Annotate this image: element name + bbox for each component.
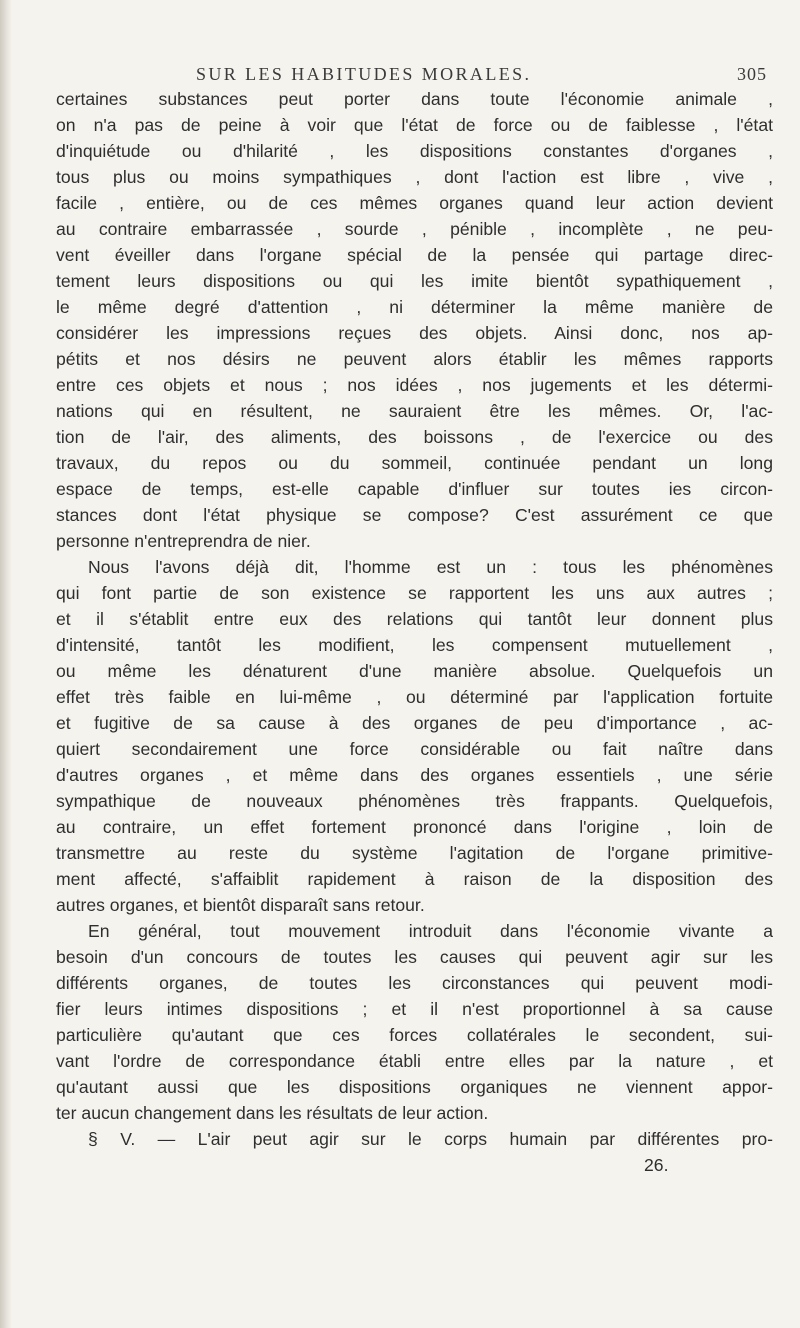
text-line: facile , entière, ou de ces mêmes organes quand leur action devient bbox=[56, 193, 773, 213]
text-line: d'intensité, tantôt les modifient, les compensent mutuellement , bbox=[56, 635, 773, 655]
text-line: sympathique de nouveaux phénomènes très frappants. Quelquefois, bbox=[56, 791, 773, 811]
text-line: considérer les impressions reçues des objets. Ainsi donc, nos ap- bbox=[56, 323, 773, 343]
paragraph-first-line: En général, tout mouvement introduit dans l'économie vivante a bbox=[88, 921, 773, 941]
body-text bbox=[56, 86, 773, 1178]
text-line: quiert secondairement une force considérable ou fait naître dans bbox=[56, 739, 773, 759]
text-line: pétits et nos désirs ne peuvent alors établir les mêmes rapports bbox=[56, 349, 773, 369]
text-line: besoin d'un concours de toutes les causes qui peuvent agir sur les bbox=[56, 947, 773, 967]
paragraph-first-line: Nous l'avons déjà dit, l'homme est un : tous les phénomènes bbox=[88, 557, 773, 577]
text-line: et il s'établit entre eux des relations qui tantôt leur donnent plus bbox=[56, 609, 773, 629]
text-line: au contraire, un effet fortement prononcé dans l'origine , loin de bbox=[56, 817, 773, 837]
text-line: le même degré d'attention , ni déterminer la même manière de bbox=[56, 297, 773, 317]
text-line: d'autres organes , et même dans des organes essentiels , une série bbox=[56, 765, 773, 785]
text-line: tement leurs dispositions ou qui les imite bientôt sypathiquement , bbox=[56, 271, 773, 291]
section-heading-line: § V. — L'air peut agir sur le corps humain par différentes pro- bbox=[88, 1129, 773, 1149]
text-line: vent éveiller dans l'organe spécial de la pensée qui partage direc- bbox=[56, 245, 773, 265]
text-line: on n'a pas de peine à voir que l'état de force ou de faiblesse , l'état bbox=[56, 115, 773, 135]
text-line: au contraire embarrassée , sourde , pénible , incomplète , ne peu- bbox=[56, 219, 773, 239]
text-line: ment affecté, s'affaiblit rapidement à raison de la disposition des bbox=[56, 869, 773, 889]
paragraph-last-line: autres organes, et bientôt disparaît sans retour. bbox=[56, 895, 425, 915]
text-line: ou même les dénaturent d'une manière absolue. Quelquefois un bbox=[56, 661, 773, 681]
text-line: espace de temps, est-elle capable d'influer sur toutes ies circon- bbox=[56, 479, 773, 499]
text-line: différents organes, de toutes les circonstances qui peuvent modi- bbox=[56, 973, 773, 993]
text-line: stances dont l'état physique se compose? C'est assurément ce que bbox=[56, 505, 773, 525]
text-line: qu'autant aussi que les dispositions organiques ne viennent appor- bbox=[56, 1077, 773, 1097]
text-line: et fugitive de sa cause à des organes de peu d'importance , ac- bbox=[56, 713, 773, 733]
signature-mark: 26. bbox=[644, 1155, 669, 1175]
text-line: d'inquiétude ou d'hilarité , les dispositions constantes d'organes , bbox=[56, 141, 773, 161]
text-line: nations qui en résultent, ne sauraient être les mêmes. Or, l'ac- bbox=[56, 401, 773, 421]
text-line: entre ces objets et nous ; nos idées , nos jugements et les détermi- bbox=[56, 375, 773, 395]
text-line: qui font partie de son existence se rapportent les uns aux autres ; bbox=[56, 583, 773, 603]
running-head: SUR LES HABITUDES MORALES. bbox=[196, 64, 532, 84]
text-line: travaux, du repos ou du sommeil, continuée pendant un long bbox=[56, 453, 773, 473]
paragraph-last-line: personne n'entreprendra de nier. bbox=[56, 531, 311, 551]
text-line: transmettre au reste du système l'agitation de l'organe primitive- bbox=[56, 843, 773, 863]
text-line: fier leurs intimes dispositions ; et il n'est proportionnel à sa cause bbox=[56, 999, 773, 1019]
paragraph-last-line: ter aucun changement dans les résultats de leur action. bbox=[56, 1103, 489, 1123]
text-line: particulière qu'autant que ces forces collatérales le secondent, sui- bbox=[56, 1025, 773, 1045]
text-line: vant l'ordre de correspondance établi entre elles par la nature , et bbox=[56, 1051, 773, 1071]
page-number: 305 bbox=[737, 64, 767, 84]
text-line: tion de l'air, des aliments, des boissons , de l'exercice ou des bbox=[56, 427, 773, 447]
text-line: tous plus ou moins sympathiques , dont l'action est libre , vive , bbox=[56, 167, 773, 187]
text-line: effet très faible en lui-même , ou déterminé par l'application fortuite bbox=[56, 687, 773, 707]
page-binding-edge bbox=[0, 0, 12, 1328]
text-line: certaines substances peut porter dans toute l'économie animale , bbox=[56, 89, 773, 109]
